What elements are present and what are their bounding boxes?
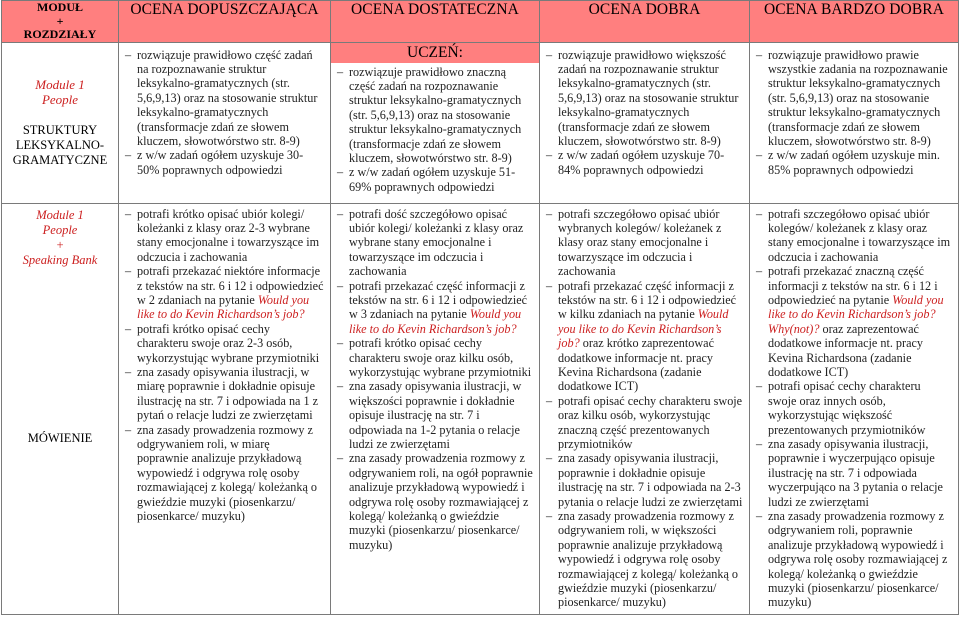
criteria-list [331,43,539,195]
criteria-item: – potrafi krótko opisać ubiór kolegi/ koleżanki z klasy oraz 2-3 wybrane stany emocjonalne i towarzyszące im odczucia i zachowania [125,206,320,264]
criteria-item: – z w/w zadań ogółem uzyskuje 51-69% poprawnych odpowiedzi [337,165,516,194]
uczen-label: UCZEŃ: [331,43,539,63]
criteria-item: – rozwiązuje prawidłowo część zadań na rozpoznawanie struktur leksykalno-gramatycznych (str. 5,6,9,13) oraz na stosowanie struktur leksykalno-gramatycznych (transformacje zdań ze słowem kluczem, słowotwórstwo str. 8-9) [125,47,318,148]
module-subtitle: People [41,92,79,107]
section-line: GRAMATYCZNE [12,153,108,167]
criteria-cell [750,42,959,203]
corner-line: MODUŁ [37,0,83,14]
criteria-item: – potrafi przekazać znaczną część informacji z tekstów na str. 6 i 12 i odpowiedzieć na pytanie Would you like to do Kevin Richardson’s job? Why(not)? oraz zaprezentować dodatkowe informacje nt. pracy Kevina Richardsona (zadanie dodatkowe ICT) [756,264,944,379]
grading-table [1,0,959,615]
criteria-item: – potrafi opisać cechy charakteru swoje oraz innych osób, wykorzystując większość prezentowanych przymiotników [756,379,926,437]
row-label-struktury [2,42,119,203]
criteria-item: – potrafi krótko opisać cechy charakteru swoje oraz 2-3 osób, wykorzystując wybrane przymiotniki [125,321,320,365]
question-text: Would you like to do Kevin Richardson’s job? Why(not)? [768,292,944,336]
criteria-item: – zna zasady opisywania ilustracji, poprawnie i wyczerpująco opisuje ilustrację na str. 7 i odpowiada wyczerpująco na 3 pytania o relacje ludzi ze zwierzętami [756,437,943,509]
level-header-bardzo-dobra: OCENA BARDZO DOBRA [750,1,959,43]
criteria-list [119,43,330,178]
criteria-item: – zna zasady prowadzenia rozmowy z odgrywaniem roli, w miarę poprawnie analizuje przykładową wypowiedź i odgrywa rolę osoby rozmawiającej z kolegą/ koleżanką o gwieździe muzyki (piosenkarzu/ piosenkarce/ muzyku) [125,422,318,524]
criteria-item: – potrafi szczegółowo opisać ubiór kolegów/ koleżanek z klasy oraz stany emocjonalne i towarzyszące im odczucia i zachowania [756,206,951,264]
criteria-item: – potrafi opisać cechy charakteru swoje oraz kilku osób, wykorzystując znaczną część prezentowanych przymiotników [546,393,743,451]
corner-line: + [56,13,64,28]
criteria-item: – z w/w zadań ogółem uzyskuje 70-84% poprawnych odpowiedzi [546,148,725,177]
criteria-cell [331,42,540,203]
criteria-item: – zna zasady opisywania ilustracji, w miarę poprawnie i dokładnie opisuje ilustrację na str. 7 i odpowiada na 1 z pytań o relacje ludzi ze zwierzętami [125,364,319,423]
corner-line: ROZDZIAŁY [23,27,97,41]
section-name: MÓWIENIE [27,430,93,445]
question-text: Would you like to do Kevin Richardson’s job? [349,307,522,336]
criteria-cell [750,203,959,614]
row-label-mowienie [2,203,119,614]
criteria-cell [119,42,331,203]
criteria-list [540,204,749,610]
criteria-list [750,43,958,178]
level-header-dobra: OCENA DOBRA [540,1,750,43]
criteria-item: – zna zasady opisywania ilustracji, w większości poprawnie i dokładnie opisuje ilustrację na str. 7 i odpowiada na 1-2 pytania o relacje ludzi ze zwierzętami [337,379,522,451]
criteria-item: – z w/w zadań ogółem uzyskuje min. 85% poprawnych odpowiedzi [756,148,940,177]
row-mowienie [2,203,959,614]
criteria-list [750,204,958,610]
criteria-cell [540,42,750,203]
section-name [2,123,118,168]
corner-cell [2,1,119,43]
criteria-item: – potrafi przekazać część informacji z tekstów na str. 6 i 12 i odpowiedzieć w 3 zdaniach na pytanie Would you like to do Kevin Richardson’s job? [337,278,528,336]
section-line: STRUKTURY [22,123,98,137]
module-name: Module 1 People + Speaking Bank [22,207,98,267]
question-text: Would you like to do Kevin Richardson’s job? [558,307,729,351]
criteria-item: – potrafi przekazać część informacji z tekstów na str. 6 i 12 i odpowiedzieć w kilku zdaniach na pytanie Would you like to do Kevin Richardson’s job? oraz krótko zaprezentować dodatkowe informacje nt. pracy Kevina Richardsona (zadanie dodatkowe ICT) [546,278,737,394]
criteria-item: – rozwiązuje prawidłowo prawie wszystkie zadania na rozpoznawanie struktur leksykalno-gramatycznych (str. 5,6,9,13) oraz na stosowanie struktur leksykalno-gramatycznych (transformacje zdań ze słowem kluczem, słowotwórstwo str. 8-9) [756,47,948,148]
criteria-cell [331,203,540,614]
criteria-list [119,204,330,524]
criteria-item: – potrafi dość szczegółowo opisać ubiór kolegi/ koleżanki z klasy oraz wybrane stany emocjonalne i towarzyszące im odczucia i zachowania [337,206,524,279]
criteria-cell [119,203,331,614]
level-header-dostateczna: OCENA DOSTATECZNA [331,1,540,43]
criteria-item: – potrafi krótko opisać cechy charakteru swoje oraz kilku osób, wykorzystując wybrane przymiotniki [337,336,532,379]
criteria-item: – zna zasady prowadzenia rozmowy z odgrywaniem roli, na ogół poprawnie analizuje przykładową wypowiedź i odgrywa rolę osoby rozmawiającej z kolegą/ koleżanką o gwieździe muzyki (piosenkarzu/ piosenkarce/ muzyku) [337,451,533,552]
module-name: Module 1 [35,77,85,92]
level-header-dopuszczajaca: OCENA DOPUSZCZAJĄCA [119,1,331,43]
header-row [2,1,959,43]
criteria-item: – potrafi przekazać niektóre informacje z tekstów na str. 6 i 12 i odpowiedzieć w 2 zdaniach na pytanie Would you like to do Kevin Richardson’s job? [125,264,324,322]
question-text: Would you like to do Kevin Richardson’s job? [137,292,310,322]
row-struktury [2,42,959,203]
criteria-cell [540,203,750,614]
criteria-item: – potrafi szczegółowo opisać ubiór wybranych kolegów/ koleżanek z klasy oraz stany emocjonalne i towarzyszące im odczucia i zachowania [546,206,722,279]
criteria-list [540,43,749,178]
criteria-item: – rozwiązuje prawidłowo większość zadań na rozpoznawanie struktur leksykalno-gramatycznych (str. 5,6,9,13) oraz na stosowanie struktur leksykalno-gramatycznych (transformacje zdań ze słowem kluczem, słowotwórstwo str. 8-9) [546,47,739,148]
criteria-item: – zna zasady prowadzenia rozmowy z odgrywaniem roli, poprawnie analizuje przykładową wypowiedź i odgrywa rolę osoby rozmawiającej z kolegą/ koleżanką o gwieździe muzyki (piosenkarzu/ piosenkarce/ muzyku) [756,509,948,610]
criteria-item: – rozwiązuje prawidłowo znaczną część zadań na rozpoznawanie struktur leksykalno-gramatycznych (str. 5,6,9,13) oraz na stosowanie struktur leksykalno-gramatycznych (transformacje zdań ze słowem kluczem, słowotwórstwo str. 8-9) [337,64,522,165]
criteria-item: – zna zasady prowadzenia rozmowy z odgrywaniem roli, w większości poprawnie analizuje przykładową wypowiedź i odgrywa rolę osoby rozmawiającej z kolegą/ koleżanką o gwieździe muzyki (piosenkarzu/ piosenkarce/ muzyku) [546,509,739,610]
criteria-item: – zna zasady opisywania ilustracji, poprawnie i dokładnie opisuje ilustrację na str. 7 i odpowiada na 2-3 pytania o relacje ludzi ze zwierzętami [546,451,743,509]
section-line: LEKSYKALNO- [15,138,105,152]
criteria-item: – z w/w zadań ogółem uzyskuje 30-50% poprawnych odpowiedzi [125,148,304,177]
criteria-list [331,204,539,553]
